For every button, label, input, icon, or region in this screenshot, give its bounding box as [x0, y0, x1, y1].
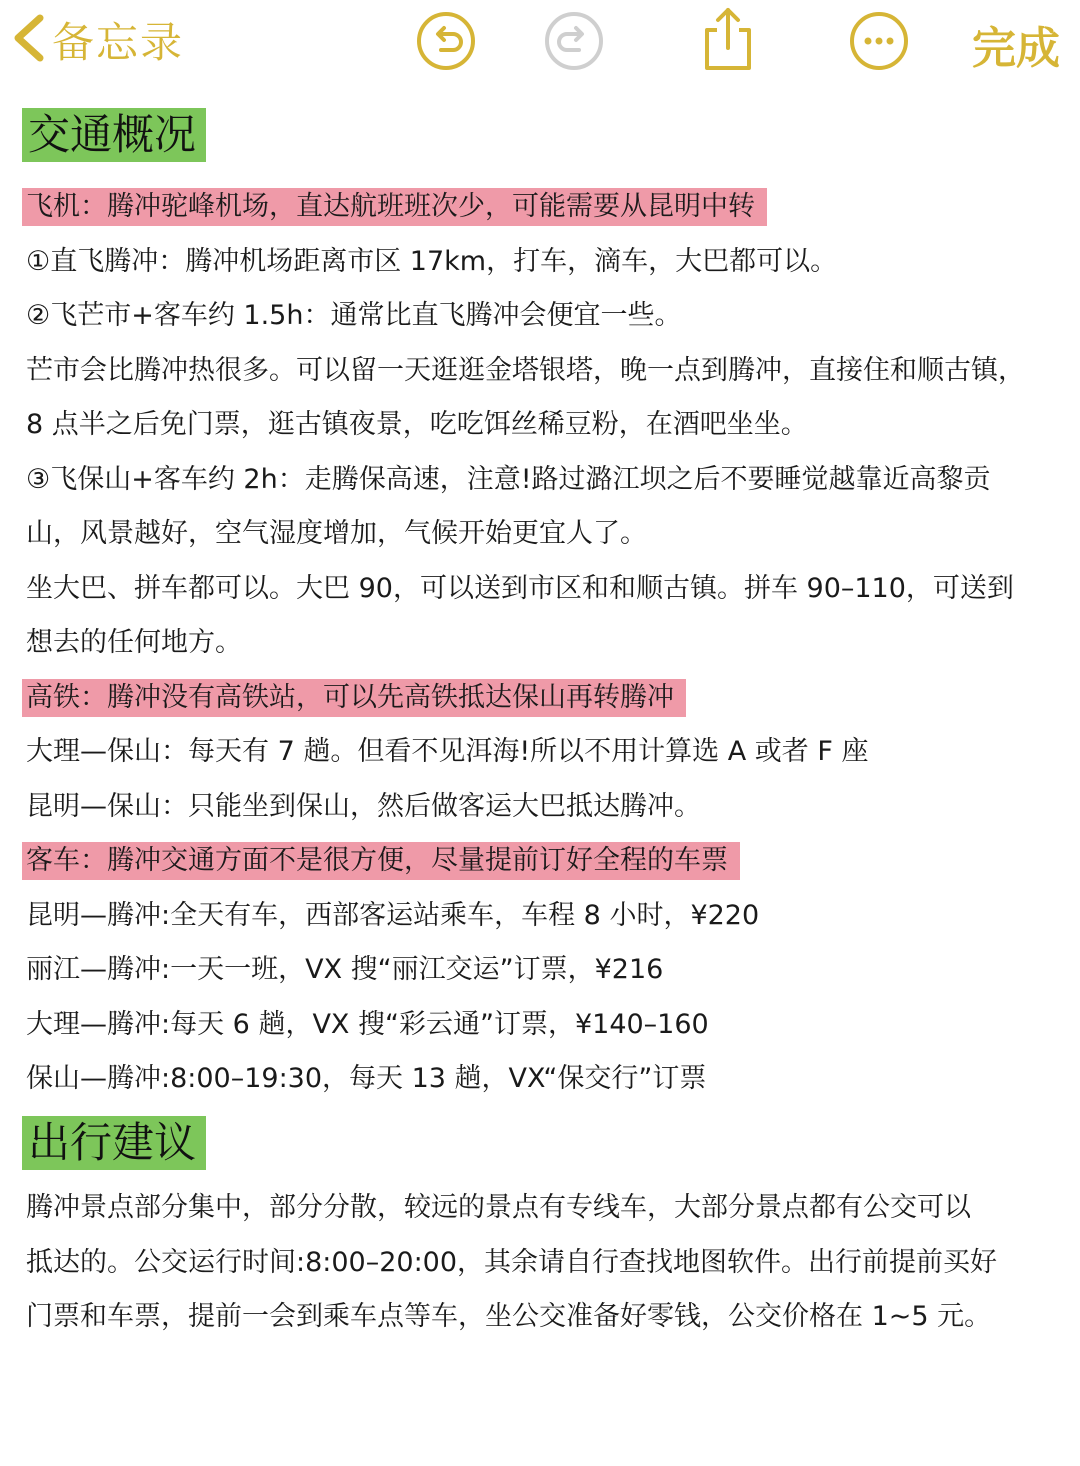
back-button[interactable]	[10, 8, 184, 72]
advice-paragraph	[22, 1181, 1062, 1345]
text-line: 山，风景越好，空气湿度增加，气候开始更宜人了。	[26, 518, 647, 549]
bus-row	[22, 834, 1062, 889]
text-line: 腾冲景点部分集中，部分分散，较远的景点有专线车，大部分景点都有公交可以	[26, 1192, 971, 1223]
text-line: 丽江—腾冲:一天一班，VX 搜“丽江交运”订票，¥216	[26, 954, 664, 985]
back-label: 备忘录	[52, 18, 185, 67]
text-line: 抵达的。公交运行时间:8:00–20:00，其余请自行查找地图软件。出行前提前买好	[26, 1246, 998, 1278]
chevron-left-icon	[10, 12, 46, 68]
text-line: ③飞保山+客车约 2h：走腾保高速，注意!路过潞江坝之后不要睡觉越靠近高黎贡	[26, 463, 991, 495]
text-line: 保山—腾冲:8:00–19:30，每天 13 趟，VX“保交行”订票	[26, 1063, 707, 1094]
undo-icon[interactable]	[415, 10, 477, 72]
text-line: 大理—腾冲:每天 6 趟，VX 搜“彩云通”订票，¥140–160	[26, 1008, 709, 1040]
text-line: ②飞芒市+客车约 1.5h：通常比直飞腾冲会便宜一些。	[26, 300, 682, 331]
highlight-train: 高铁：腾冲没有高铁站，可以先高铁抵达保山再转腾冲	[22, 679, 686, 717]
text-line: 大理—保山：每天有 7 趟。但看不见洱海!所以不用计算选 A 或者 F 座	[26, 736, 869, 767]
more-icon[interactable]	[848, 10, 910, 72]
section-heading-advice: 出行建议	[22, 1116, 206, 1170]
share-icon[interactable]	[697, 6, 759, 72]
highlight-bus: 客车：腾冲交通方面不是很方便，尽量提前订好全程的车票	[22, 842, 740, 880]
note-body[interactable]	[22, 100, 1062, 1332]
text-line: ①直飞腾冲：腾冲机场距离市区 17km，打车，滴车，大巴都可以。	[26, 245, 838, 277]
text-line: 芒市会比腾冲热很多。可以留一天逛逛金塔银塔，晚一点到腾冲，直接住和顺古镇，	[26, 354, 1025, 386]
text-line: 8 点半之后免门票，逛古镇夜景，吃吃饵丝稀豆粉，在酒吧坐坐。	[26, 409, 808, 440]
text-line: 昆明—保山：只能坐到保山，然后做客运大巴抵达腾冲。	[26, 790, 701, 822]
highlight-plane: 飞机：腾冲驼峰机场，直达航班班次少，可能需要从昆明中转	[22, 188, 767, 226]
done-button[interactable]: 完成	[972, 23, 1060, 74]
redo-icon[interactable]	[543, 10, 605, 72]
plane-row	[22, 180, 1062, 235]
text-line: 门票和车票，提前一会到乘车点等车，坐公交准备好零钱，公交价格在 1~5 元。	[26, 1301, 992, 1332]
text-line: 坐大巴、拼车都可以。大巴 90，可以送到市区和和顺古镇。拼车 90–110，可送到	[26, 572, 1014, 604]
text-line: 想去的任何地方。	[26, 627, 242, 658]
section-heading-traffic: 交通概况	[22, 108, 206, 162]
train-row	[22, 671, 1062, 726]
toolbar	[0, 0, 1080, 84]
text-line: 昆明—腾冲:全天有车，西部客运站乘车，车程 8 小时，¥220	[26, 899, 760, 931]
